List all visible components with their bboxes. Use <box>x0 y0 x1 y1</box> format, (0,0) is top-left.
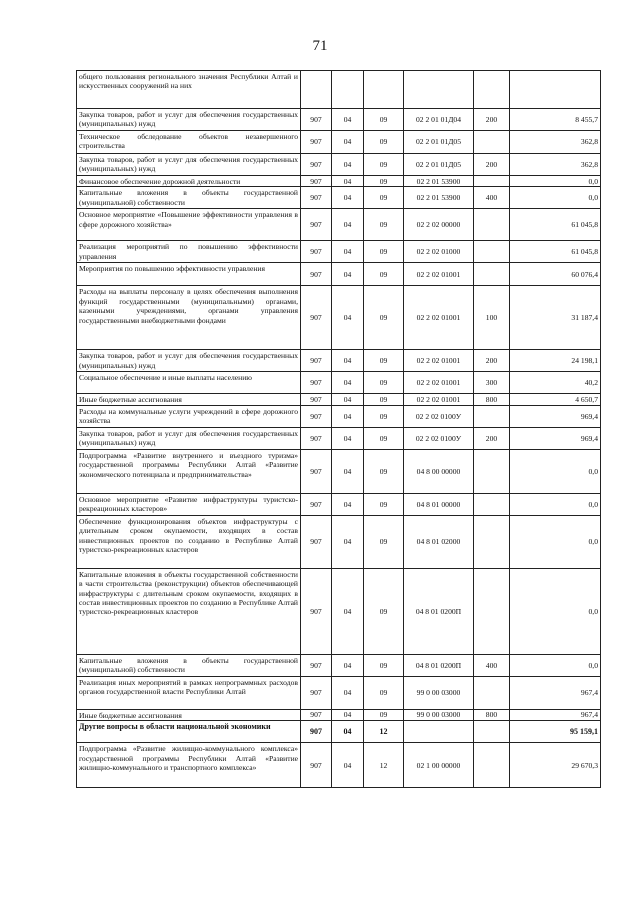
cell-expense-type: 400 <box>474 187 510 209</box>
cell-ministry-code: 907 <box>301 350 332 372</box>
cell-ministry-code: 907 <box>301 263 332 286</box>
cell-subsection-code: 09 <box>364 350 404 372</box>
cell-amount: 969,4 <box>510 427 601 449</box>
table-row <box>77 209 601 241</box>
cell-ministry-code: 907 <box>301 676 332 709</box>
cell-description: Основное мероприятие «Повышение эффективности управления в сфере дорожного хозяйства» <box>77 209 301 241</box>
table-row <box>77 449 601 493</box>
cell-section-code: 04 <box>332 350 364 372</box>
cell-target-article: 02 1 00 00000 <box>404 743 474 788</box>
table-row <box>77 263 601 286</box>
cell-target-article: 02 2 02 01001 <box>404 394 474 405</box>
cell-amount: 0,0 <box>510 654 601 676</box>
cell-description: Закупка товаров, работ и услуг для обеспечения государственных (муниципальных) нужд <box>77 109 301 131</box>
table-row <box>77 71 601 109</box>
cell-amount: 0,0 <box>510 187 601 209</box>
cell-subsection-code: 09 <box>364 709 404 720</box>
cell-section-code: 04 <box>332 154 364 176</box>
cell-subsection-code: 09 <box>364 372 404 394</box>
cell-target-article: 02 2 02 01001 <box>404 350 474 372</box>
cell-expense-type: 800 <box>474 709 510 720</box>
cell-target-article: 04 8 01 0200П <box>404 568 474 654</box>
cell-description: Социальное обеспечение и иные выплаты населению <box>77 372 301 394</box>
cell-section-code: 04 <box>332 568 364 654</box>
cell-expense-type: 300 <box>474 372 510 394</box>
cell-description: общего пользования регионального значения Республики Алтай и искусственных сооружений на них <box>77 71 301 109</box>
cell-ministry-code: 907 <box>301 372 332 394</box>
cell-subsection-code: 09 <box>364 286 404 350</box>
cell-description: Иные бюджетные ассигнования <box>77 394 301 405</box>
cell-section-code: 04 <box>332 676 364 709</box>
cell-ministry-code: 907 <box>301 405 332 427</box>
cell-target-article: 02 2 01 53900 <box>404 187 474 209</box>
table-row <box>77 372 601 394</box>
cell-description: Иные бюджетные ассигнования <box>77 709 301 720</box>
cell-subsection-code: 09 <box>364 209 404 241</box>
table-row <box>77 241 601 263</box>
cell-description: Реализация иных мероприятий в рамках непрограммных расходов органов государственной власти Республики Алтай <box>77 676 301 709</box>
cell-subsection-code: 09 <box>364 427 404 449</box>
cell-subsection-code: 09 <box>364 154 404 176</box>
table-row <box>77 654 601 676</box>
cell-subsection-code: 09 <box>364 176 404 187</box>
cell-target-article: 04 8 01 02000 <box>404 515 474 568</box>
cell-description: Подпрограмма «Развитие внутреннего и въездного туризма» государственной программы Республики Алтай «Развитие экономического потенциала и предпринимательства» <box>77 449 301 493</box>
cell-amount: 60 076,4 <box>510 263 601 286</box>
cell-description: Расходы на коммунальные услуги учреждений в сфере дорожного хозяйства <box>77 405 301 427</box>
cell-section-code: 04 <box>332 721 364 743</box>
cell-amount: 0,0 <box>510 568 601 654</box>
cell-section-code: 04 <box>332 427 364 449</box>
cell-amount: 969,4 <box>510 405 601 427</box>
table-row <box>77 131 601 154</box>
table-row <box>77 350 601 372</box>
table-row <box>77 176 601 187</box>
cell-subsection-code: 09 <box>364 449 404 493</box>
table-row <box>77 286 601 350</box>
cell-section-code: 04 <box>332 372 364 394</box>
cell-expense-type <box>474 568 510 654</box>
cell-expense-type <box>474 515 510 568</box>
cell-ministry-code: 907 <box>301 654 332 676</box>
cell-ministry-code: 907 <box>301 721 332 743</box>
cell-ministry-code: 907 <box>301 109 332 131</box>
cell-target-article: 02 2 02 01000 <box>404 241 474 263</box>
cell-section-code: 04 <box>332 654 364 676</box>
cell-expense-type: 800 <box>474 394 510 405</box>
cell-target-article: 04 8 01 0200П <box>404 654 474 676</box>
cell-expense-type: 200 <box>474 427 510 449</box>
table-body <box>77 71 601 788</box>
cell-amount: 967,4 <box>510 676 601 709</box>
cell-section-code: 04 <box>332 493 364 515</box>
cell-target-article: 02 2 02 01001 <box>404 286 474 350</box>
page-number: 71 <box>312 38 328 54</box>
cell-ministry-code: 907 <box>301 154 332 176</box>
cell-description: Расходы на выплаты персоналу в целях обеспечения выполнения функций государственными (муниципальными) органами, казенными учреждениями, органами управления государственными внебюджетными фондами <box>77 286 301 350</box>
cell-expense-type <box>474 131 510 154</box>
cell-amount: 362,8 <box>510 131 601 154</box>
cell-description: Закупка товаров, работ и услуг для обеспечения государственных (муниципальных) нужд <box>77 350 301 372</box>
cell-subsection-code: 09 <box>364 241 404 263</box>
cell-ministry-code: 907 <box>301 176 332 187</box>
cell-section-code: 04 <box>332 176 364 187</box>
cell-description: Закупка товаров, работ и услуг для обеспечения государственных (муниципальных) нужд <box>77 427 301 449</box>
cell-ministry-code: 907 <box>301 286 332 350</box>
cell-amount: 31 187,4 <box>510 286 601 350</box>
cell-section-code: 04 <box>332 743 364 788</box>
cell-ministry-code: 907 <box>301 131 332 154</box>
table-row <box>77 743 601 788</box>
cell-expense-type <box>474 721 510 743</box>
cell-subsection-code: 09 <box>364 405 404 427</box>
cell-expense-type <box>474 405 510 427</box>
cell-description: Финансовое обеспечение дорожной деятельности <box>77 176 301 187</box>
cell-section-code: 04 <box>332 394 364 405</box>
cell-ministry-code: 907 <box>301 709 332 720</box>
cell-expense-type: 200 <box>474 350 510 372</box>
cell-target-article: 02 2 02 00000 <box>404 209 474 241</box>
table-row <box>77 427 601 449</box>
cell-target-article: 02 2 01 53900 <box>404 176 474 187</box>
cell-subsection-code: 09 <box>364 109 404 131</box>
cell-section-code: 04 <box>332 449 364 493</box>
cell-subsection-code: 09 <box>364 131 404 154</box>
table-row <box>77 493 601 515</box>
cell-section-code: 04 <box>332 109 364 131</box>
table-row <box>77 187 601 209</box>
cell-section-code: 04 <box>332 209 364 241</box>
cell-expense-type: 200 <box>474 109 510 131</box>
table-row <box>77 109 601 131</box>
cell-description: Подпрограмма «Развитие жилищно-коммунального комплекса» государственной программы Республики Алтай «Развитие жилищно-коммунального и транспортного комплекса» <box>77 743 301 788</box>
cell-amount: 8 455,7 <box>510 109 601 131</box>
cell-expense-type <box>474 743 510 788</box>
cell-expense-type <box>474 449 510 493</box>
table-row <box>77 154 601 176</box>
cell-ministry-code: 907 <box>301 241 332 263</box>
cell-amount: 24 198,1 <box>510 350 601 372</box>
cell-expense-type <box>474 263 510 286</box>
cell-expense-type <box>474 71 510 109</box>
cell-ministry-code: 907 <box>301 515 332 568</box>
cell-subsection-code: 09 <box>364 394 404 405</box>
table-row <box>77 405 601 427</box>
cell-expense-type <box>474 241 510 263</box>
cell-subsection-code: 12 <box>364 721 404 743</box>
cell-target-article: 99 0 00 03000 <box>404 676 474 709</box>
table-row <box>77 568 601 654</box>
cell-description: Мероприятия по повышению эффективности управления <box>77 263 301 286</box>
cell-ministry-code <box>301 71 332 109</box>
cell-ministry-code: 907 <box>301 187 332 209</box>
cell-section-code: 04 <box>332 709 364 720</box>
cell-amount: 61 045,8 <box>510 209 601 241</box>
cell-description: Обеспечение функционирования объектов инфраструктуры с длительным сроком окупаемости, входящих в состав инвестиционных проектов по созданию в Республике Алтай туристско-рекреационных кластеров <box>77 515 301 568</box>
cell-expense-type: 200 <box>474 154 510 176</box>
cell-subsection-code: 09 <box>364 568 404 654</box>
cell-section-code <box>332 71 364 109</box>
cell-ministry-code: 907 <box>301 743 332 788</box>
cell-description: Другие вопросы в области национальной экономики <box>77 721 301 743</box>
table-row <box>77 676 601 709</box>
cell-section-code: 04 <box>332 405 364 427</box>
cell-description: Закупка товаров, работ и услуг для обеспечения государственных (муниципальных) нужд <box>77 154 301 176</box>
cell-subsection-code <box>364 71 404 109</box>
cell-section-code: 04 <box>332 241 364 263</box>
cell-target-article: 02 2 02 0100У <box>404 427 474 449</box>
cell-description: Капитальные вложения в объекты государственной (муниципальной) собственности <box>77 187 301 209</box>
cell-amount: 95 159,1 <box>510 721 601 743</box>
cell-section-code: 04 <box>332 131 364 154</box>
cell-subsection-code: 09 <box>364 515 404 568</box>
cell-subsection-code: 09 <box>364 676 404 709</box>
cell-amount: 4 650,7 <box>510 394 601 405</box>
cell-amount: 0,0 <box>510 176 601 187</box>
cell-expense-type <box>474 676 510 709</box>
cell-target-article: 02 2 02 0100У <box>404 405 474 427</box>
cell-target-article: 02 2 01 01Д05 <box>404 154 474 176</box>
cell-amount: 40,2 <box>510 372 601 394</box>
cell-subsection-code: 09 <box>364 187 404 209</box>
table-row <box>77 394 601 405</box>
cell-target-article: 02 2 01 01Д05 <box>404 131 474 154</box>
cell-amount: 0,0 <box>510 449 601 493</box>
cell-ministry-code: 907 <box>301 568 332 654</box>
cell-target-article: 02 2 02 01001 <box>404 372 474 394</box>
cell-subsection-code: 09 <box>364 654 404 676</box>
cell-expense-type <box>474 493 510 515</box>
cell-amount: 0,0 <box>510 515 601 568</box>
cell-expense-type: 400 <box>474 654 510 676</box>
cell-description: Капитальные вложения в объекты государственной (муниципальной) собственности <box>77 654 301 676</box>
cell-subsection-code: 09 <box>364 263 404 286</box>
cell-amount: 61 045,8 <box>510 241 601 263</box>
cell-amount: 967,4 <box>510 709 601 720</box>
table-row <box>77 515 601 568</box>
cell-target-article: 02 2 02 01001 <box>404 263 474 286</box>
cell-target-article: 99 0 00 03000 <box>404 709 474 720</box>
cell-description: Основное мероприятие «Развитие инфраструктуры туристско-рекреационных кластеров» <box>77 493 301 515</box>
cell-amount: 29 670,3 <box>510 743 601 788</box>
cell-subsection-code: 09 <box>364 493 404 515</box>
cell-target-article: 04 8 01 00000 <box>404 493 474 515</box>
cell-subsection-code: 12 <box>364 743 404 788</box>
cell-ministry-code: 907 <box>301 449 332 493</box>
cell-description: Капитальные вложения в объекты государственной собственности в части строительства (реконструкции) объектов обеспечивающей инфраструктуры с длительным сроком окупаемости, входящих в состав инвестиционных проектов по созданию в Республике Алтай туристско-рекреационных кластеров <box>77 568 301 654</box>
cell-expense-type <box>474 176 510 187</box>
cell-expense-type: 100 <box>474 286 510 350</box>
cell-amount <box>510 71 601 109</box>
cell-section-code: 04 <box>332 263 364 286</box>
table-row <box>77 721 601 743</box>
cell-target-article <box>404 71 474 109</box>
cell-amount: 0,0 <box>510 493 601 515</box>
table-row <box>77 709 601 720</box>
cell-section-code: 04 <box>332 515 364 568</box>
cell-target-article <box>404 721 474 743</box>
cell-description: Реализация мероприятий по повышению эффективности управления <box>77 241 301 263</box>
cell-amount: 362,8 <box>510 154 601 176</box>
cell-description: Техническое обследование объектов незавершенного строительства <box>77 131 301 154</box>
cell-section-code: 04 <box>332 286 364 350</box>
cell-target-article: 02 2 01 01Д04 <box>404 109 474 131</box>
cell-ministry-code: 907 <box>301 493 332 515</box>
cell-target-article: 04 8 00 00000 <box>404 449 474 493</box>
cell-ministry-code: 907 <box>301 394 332 405</box>
cell-ministry-code: 907 <box>301 209 332 241</box>
cell-section-code: 04 <box>332 187 364 209</box>
cell-ministry-code: 907 <box>301 427 332 449</box>
cell-expense-type <box>474 209 510 241</box>
budget-table <box>76 70 601 788</box>
